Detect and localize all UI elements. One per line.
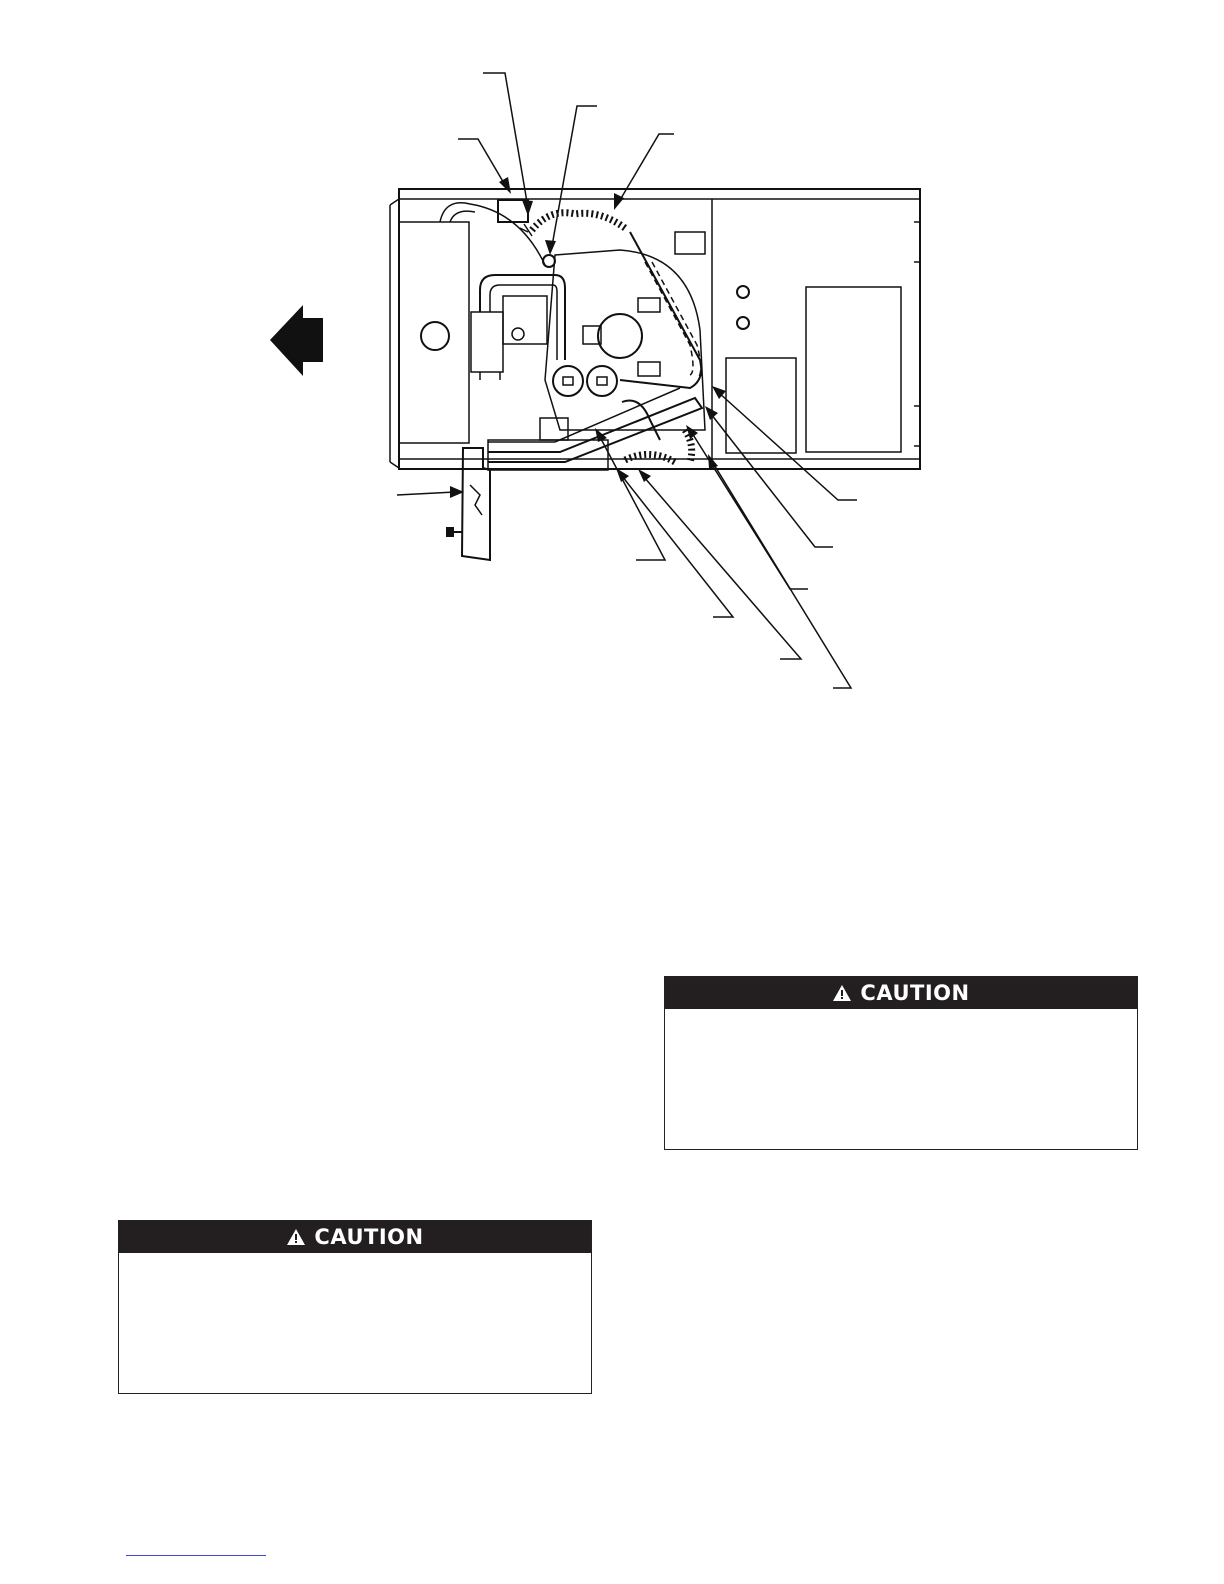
top-hose-assembly: [498, 200, 625, 267]
pressure-switches: [553, 366, 617, 396]
caution-box: [118, 1220, 592, 1394]
manifold-tubes: [488, 388, 702, 470]
warning-triangle-icon: [286, 1228, 306, 1246]
caution-header: [665, 977, 1137, 1009]
caution-label: CAUTION: [314, 1225, 424, 1249]
gas-valve: [471, 275, 565, 380]
caution-label: CAUTION: [860, 981, 970, 1005]
footer-rule: [126, 1555, 266, 1556]
blower-housing: [399, 203, 545, 443]
furnace-component-diagram: [0, 0, 1224, 720]
airflow-arrow-icon: [270, 305, 323, 376]
caution-header: [119, 1221, 591, 1253]
caution-box: [664, 976, 1138, 1150]
warning-triangle-icon: [832, 984, 852, 1002]
front-panel-bracket: [447, 448, 490, 560]
control-compartment: [726, 286, 901, 453]
